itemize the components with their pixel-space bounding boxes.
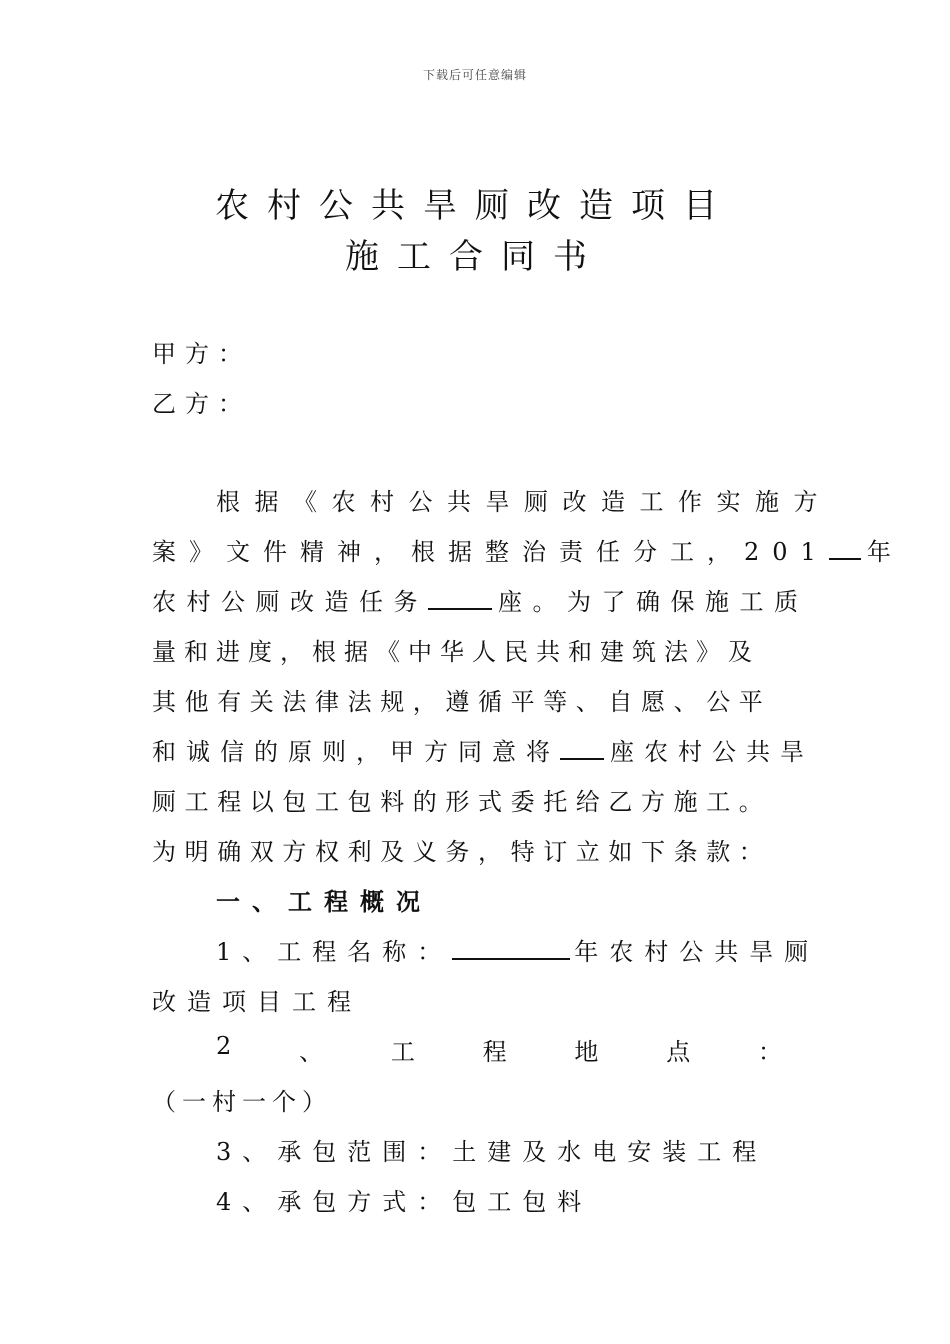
item-char: 程 — [482, 1038, 507, 1066]
paragraph-text: 案》文件精神，根据整治责任分工，201 — [152, 538, 829, 566]
document-title-line2: 施工合同书 — [345, 237, 605, 277]
paragraph-line — [152, 532, 904, 567]
paragraph-line — [152, 732, 814, 767]
paragraph-line: 为明确双方权利及义务，特订立如下条款： — [152, 838, 772, 866]
item-char: ： — [757, 1038, 782, 1066]
paragraph-line: 量和进度，根据《中华人民共和建筑法》及 — [152, 638, 760, 666]
item-char: 2 — [216, 1032, 232, 1060]
section-heading: 一、工程概况 — [216, 888, 432, 916]
paragraph-line: 厕工程以包工包料的形式委托给乙方施工。 — [152, 788, 772, 816]
paragraph-text: 年 — [866, 538, 904, 566]
item-line — [216, 932, 819, 967]
paragraph-text: 座农村公共旱 — [610, 738, 814, 766]
item-text: 年农村公共旱厕 — [574, 938, 820, 966]
document-title-line1: 农村公共旱厕改造项目 — [215, 186, 735, 226]
paragraph-line — [152, 582, 809, 617]
blank-line — [452, 936, 570, 960]
party-b-label: 乙方： — [152, 390, 251, 418]
paragraph-text: 农村公厕改造任务 — [152, 588, 428, 616]
party-a-label: 甲方： — [152, 340, 251, 368]
item-char: 、 — [299, 1038, 324, 1066]
blank-line — [560, 736, 604, 760]
item-line: 4、承包方式：包工包料 — [216, 1188, 593, 1216]
item-line: 3、承包范围：土建及水电安装工程 — [216, 1138, 768, 1166]
item-line: 改造项目工程 — [152, 988, 362, 1016]
item-text: 1、工程名称： — [216, 938, 453, 966]
item-char: 点 — [666, 1038, 691, 1066]
header-note: 下载后可任意编辑 — [422, 68, 527, 82]
item-char: 地 — [574, 1038, 599, 1066]
item-line-justified — [216, 1032, 782, 1067]
blank-line — [428, 586, 492, 610]
blank-line — [829, 536, 861, 560]
paragraph-text: 和诚信的原则，甲方同意将 — [152, 738, 560, 766]
paragraph-line: 根据《农村公共旱厕改造工作实施方 — [216, 488, 832, 516]
paragraph-line: 其他有关法律法规，遵循平等、自愿、公平 — [152, 688, 772, 716]
item-line: （一村一个） — [152, 1088, 332, 1116]
item-char: 工 — [390, 1038, 415, 1066]
paragraph-text: 座。为了确保施工质 — [498, 588, 809, 616]
